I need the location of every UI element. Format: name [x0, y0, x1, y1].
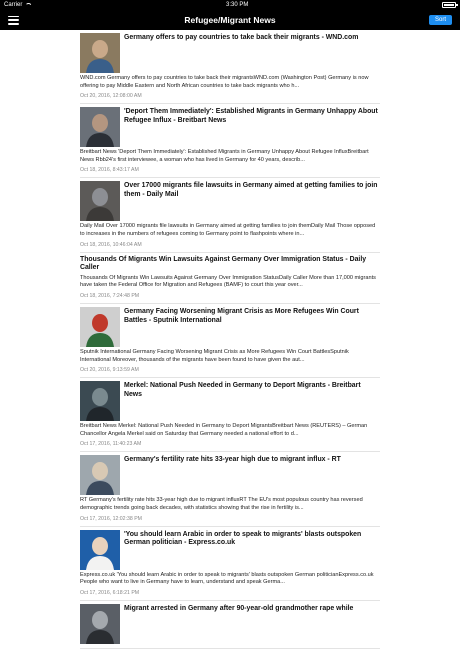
article-header: [80, 181, 380, 221]
article-date: Oct 17, 2016, 12:02:38 PM: [80, 515, 143, 522]
article-headline[interactable]: Thousands Of Migrants Win Lawsuits Against Germany Over Immigration Status - Daily Caller: [80, 255, 367, 272]
article-headline[interactable]: Germany's fertility rate hits 33-year high due to migrant influx - RT: [124, 456, 341, 464]
article-item[interactable]: [80, 30, 380, 104]
article-header: [80, 530, 380, 570]
status-bar: [0, 0, 460, 10]
article-headline[interactable]: Over 17000 migrants file lawsuits in Germany aimed at getting families to join them - Daily Mail: [124, 182, 378, 198]
article-header: [80, 107, 380, 147]
article-item[interactable]: [80, 253, 380, 304]
article-thumbnail[interactable]: [80, 455, 120, 495]
article-summary: Sputnik International Germany Facing Worsening Migrant Crisis as More Refugees Win Court BattlesSputnik International Moreover, thousands of the migrants have been found to have given the aut...: [80, 348, 349, 363]
article-date: Oct 17, 2016, 6:18:21 PM: [80, 589, 140, 596]
article-thumbnail[interactable]: [80, 107, 120, 147]
article-thumbnail[interactable]: [80, 381, 120, 421]
article-summary: Daily Mail Over 17000 migrants file lawsuits in Germany aimed at getting families to join themDaily Mail Those opposed to increases in the numbers of refugees coming to Germany point to flashpoints where in...: [80, 223, 376, 237]
carrier-label: Carrier: [4, 2, 23, 8]
article-thumbnail[interactable]: [80, 181, 120, 221]
article-header: [80, 604, 380, 644]
article-thumbnail[interactable]: [80, 307, 120, 347]
article-item[interactable]: [80, 452, 380, 526]
article-summary: Breitbart News 'Deport Them Immediately': Established Migrants in Germany Unhappy About Refugee InfluxBreitbart News Rbb24's first interviewee, a woman who has lived in Germany for 40 years, describ...: [80, 149, 369, 163]
article-summary: RT Germany's fertility rate hits 33-year high due to migrant influxRT The EU's most populous country has reversed demographic trends going back decades, with statistics showing that the rise in fertility is...: [80, 497, 363, 511]
article-header: [80, 307, 380, 347]
article-header: [80, 33, 380, 73]
wifi-icon: [25, 3, 32, 8]
article-date: Oct 18, 2016, 8:43:17 AM: [80, 167, 139, 174]
article-header: [80, 256, 380, 273]
article-thumbnail[interactable]: [80, 530, 120, 570]
article-item[interactable]: [80, 527, 380, 601]
article-item[interactable]: [80, 104, 380, 178]
battery-icon: [442, 2, 456, 8]
status-carrier-group: [4, 0, 32, 10]
article-date: Oct 17, 2016, 11:40:23 AM: [80, 441, 142, 448]
article-headline[interactable]: Germany offers to pay countries to take back their migrants - WND.com: [124, 34, 359, 41]
article-item[interactable]: [80, 178, 380, 252]
article-item[interactable]: [80, 378, 380, 452]
article-headline[interactable]: Merkel: National Push Needed in Germany to Deport Migrants - Breitbart News: [124, 382, 361, 398]
article-item[interactable]: [80, 601, 380, 649]
hamburger-menu-icon[interactable]: [8, 16, 19, 25]
article-headline[interactable]: Migrant arrested in Germany after 90-year-old grandmother rape while: [124, 604, 354, 612]
status-time: 3:30 PM: [225, 2, 249, 8]
article-headline[interactable]: Germany Facing Worsening Migrant Crisis as More Refugees Win Court Battles - Sputnik International: [124, 307, 359, 324]
article-date: Oct 18, 2016, 7:24:48 PM: [80, 292, 140, 299]
article-summary: Breitbart News Merkel: National Push Needed in Germany to Deport MigrantsBreitbart News (REUTERS) – German Chancellor Angela Merkel said on Saturday that Germany needed a national effort to d...: [80, 423, 368, 437]
article-summary: WND.com Germany offers to pay countries to take back their migrantsWND.com (Washington Post) Germany is now offering to pay Middle Eastern and North African countries to take back migrants who h...: [80, 75, 369, 89]
article-headline[interactable]: 'You should learn Arabic in order to speak to migrants' blasts outspoken German politician - Express.co.uk: [124, 530, 362, 547]
article-item[interactable]: [80, 304, 380, 378]
article-headline[interactable]: 'Deport Them Immediately': Established Migrants in Germany Unhappy About Refugee Influx - Breitbart News: [124, 108, 378, 124]
article-header: [80, 455, 380, 495]
article-summary: Express.co.uk 'You should learn Arabic in order to speak to migrants' blasts outspoken German politicianExpress.co.uk People who want to live in Germany have to learn, understand and speak Germa...: [80, 571, 374, 586]
article-date: Oct 20, 2016, 12:08:00 AM: [80, 93, 142, 100]
battery-fill: [444, 4, 454, 6]
sort-button[interactable]: Sort: [429, 15, 452, 25]
article-thumbnail[interactable]: [80, 604, 120, 644]
page-title: Refugee/Migrant News: [184, 15, 276, 25]
article-date: Oct 18, 2016, 10:46:04 AM: [80, 241, 142, 248]
article-list: [0, 30, 460, 649]
article-header: [80, 381, 380, 421]
article-date: Oct 20, 2016, 9:13:59 AM: [80, 367, 139, 374]
status-battery-group: [442, 2, 456, 8]
navigation-bar: [0, 10, 460, 30]
article-thumbnail[interactable]: [80, 33, 120, 73]
article-summary: Thousands Of Migrants Win Lawsuits Against Germany Over Immigration StatusDaily Caller More than 17,000 migrants have taken the Federal Office for Migration and Refugees (BAMF) to court this year over...: [80, 274, 376, 289]
